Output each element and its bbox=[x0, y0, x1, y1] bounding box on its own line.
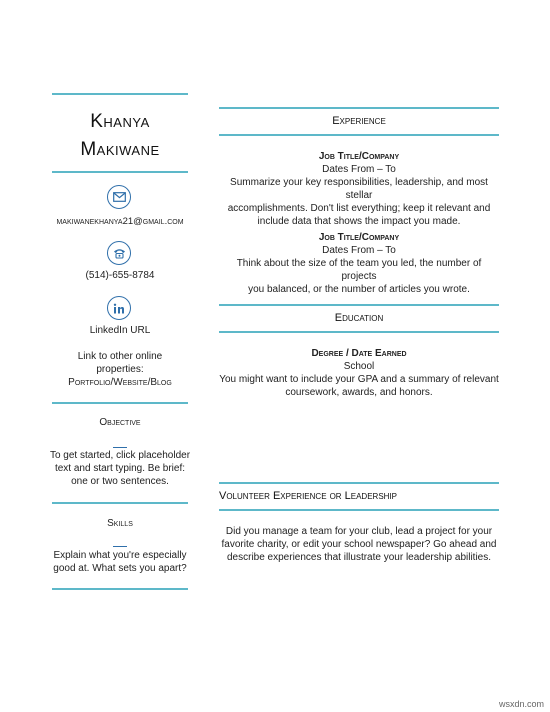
education-school: School bbox=[343, 361, 375, 372]
job-1-desc-line1: Summarize your key responsibilities, leadership, and most stellar bbox=[230, 177, 488, 201]
volunteer-bottom-rule bbox=[219, 509, 499, 511]
watermark: wsxdn.com bbox=[498, 699, 544, 709]
job-2-title: Job Title/Company bbox=[318, 232, 400, 243]
linkedin-text[interactable]: LinkedIn URL bbox=[89, 325, 151, 336]
email-text[interactable]: makiwanekhanya21@gmail.com bbox=[56, 216, 184, 227]
phone-icon bbox=[107, 241, 131, 265]
job-2-desc-line2: you balanced, or the number of articles you wrote. bbox=[248, 284, 470, 295]
experience-top-rule bbox=[219, 107, 499, 109]
education-desc-line2: coursework, awards, and honors. bbox=[285, 387, 433, 398]
objective-line3: one or two sentences. bbox=[71, 476, 169, 487]
phone-text[interactable]: (514)-655-8784 bbox=[85, 270, 155, 281]
sidebar-top-rule bbox=[52, 93, 188, 95]
name-first: Khanya bbox=[90, 111, 150, 132]
job-1-desc-line3: include data that shows the impact you made. bbox=[257, 216, 461, 227]
objective-top-rule bbox=[52, 402, 188, 404]
skills-divider bbox=[113, 546, 127, 547]
volunteer-line1: Did you manage a team for your club, lead a project for your bbox=[225, 526, 493, 537]
other-links-line3[interactable]: Portfolio/Website/Blog bbox=[68, 377, 172, 388]
volunteer-heading: Volunteer Experience or Leadership bbox=[219, 490, 397, 502]
skills-text bbox=[45, 549, 195, 575]
objective-line2: text and start typing. Be brief: bbox=[54, 463, 186, 474]
objective-line1: To get started, click placeholder bbox=[49, 450, 191, 461]
education-bottom-rule bbox=[219, 331, 499, 333]
job-2-desc-line1: Think about the size of the team you led, the number of projects bbox=[236, 258, 482, 282]
name-last: Makiwane bbox=[80, 139, 160, 160]
education-heading: Education bbox=[334, 312, 384, 324]
objective-text bbox=[45, 449, 195, 488]
skills-line2: good at. What sets you apart? bbox=[53, 563, 187, 574]
sidebar-bottom-rule bbox=[52, 588, 188, 590]
skills-heading: Skills bbox=[107, 518, 133, 529]
job-1-desc-line2: accomplishments. Don't list everything; keep it relevant and bbox=[227, 203, 491, 214]
other-links-line1: Link to other online bbox=[77, 351, 163, 362]
education-entry bbox=[219, 347, 499, 399]
skills-line1: Explain what you're especially bbox=[53, 550, 187, 561]
resume-name bbox=[52, 108, 188, 164]
job-1-title: Job Title/Company bbox=[318, 151, 400, 162]
education-degree: Degree / Date Earned bbox=[311, 348, 407, 359]
volunteer-line2: favorite charity, or edit your school newspaper? Go ahead and bbox=[221, 539, 497, 550]
experience-heading: Experience bbox=[332, 115, 386, 127]
volunteer-line3: describe experiences that illustrate your leadership abilities. bbox=[226, 552, 492, 563]
experience-bottom-rule bbox=[219, 134, 499, 136]
sidebar-name-rule bbox=[52, 171, 188, 173]
email-icon bbox=[107, 185, 131, 209]
other-links-line2: properties: bbox=[96, 364, 144, 375]
job-2-dates: Dates From – To bbox=[322, 245, 396, 256]
other-links bbox=[45, 350, 195, 389]
education-top-rule bbox=[219, 304, 499, 306]
skills-top-rule bbox=[52, 502, 188, 504]
job-1 bbox=[219, 150, 499, 228]
volunteer-text bbox=[219, 525, 499, 564]
linkedin-icon bbox=[107, 296, 131, 320]
job-1-dates: Dates From – To bbox=[322, 164, 396, 175]
objective-heading: Objective bbox=[99, 417, 141, 428]
job-2 bbox=[219, 231, 499, 296]
education-desc-line1: You might want to include your GPA and a summary of relevant bbox=[219, 374, 499, 385]
volunteer-top-rule bbox=[219, 482, 499, 484]
